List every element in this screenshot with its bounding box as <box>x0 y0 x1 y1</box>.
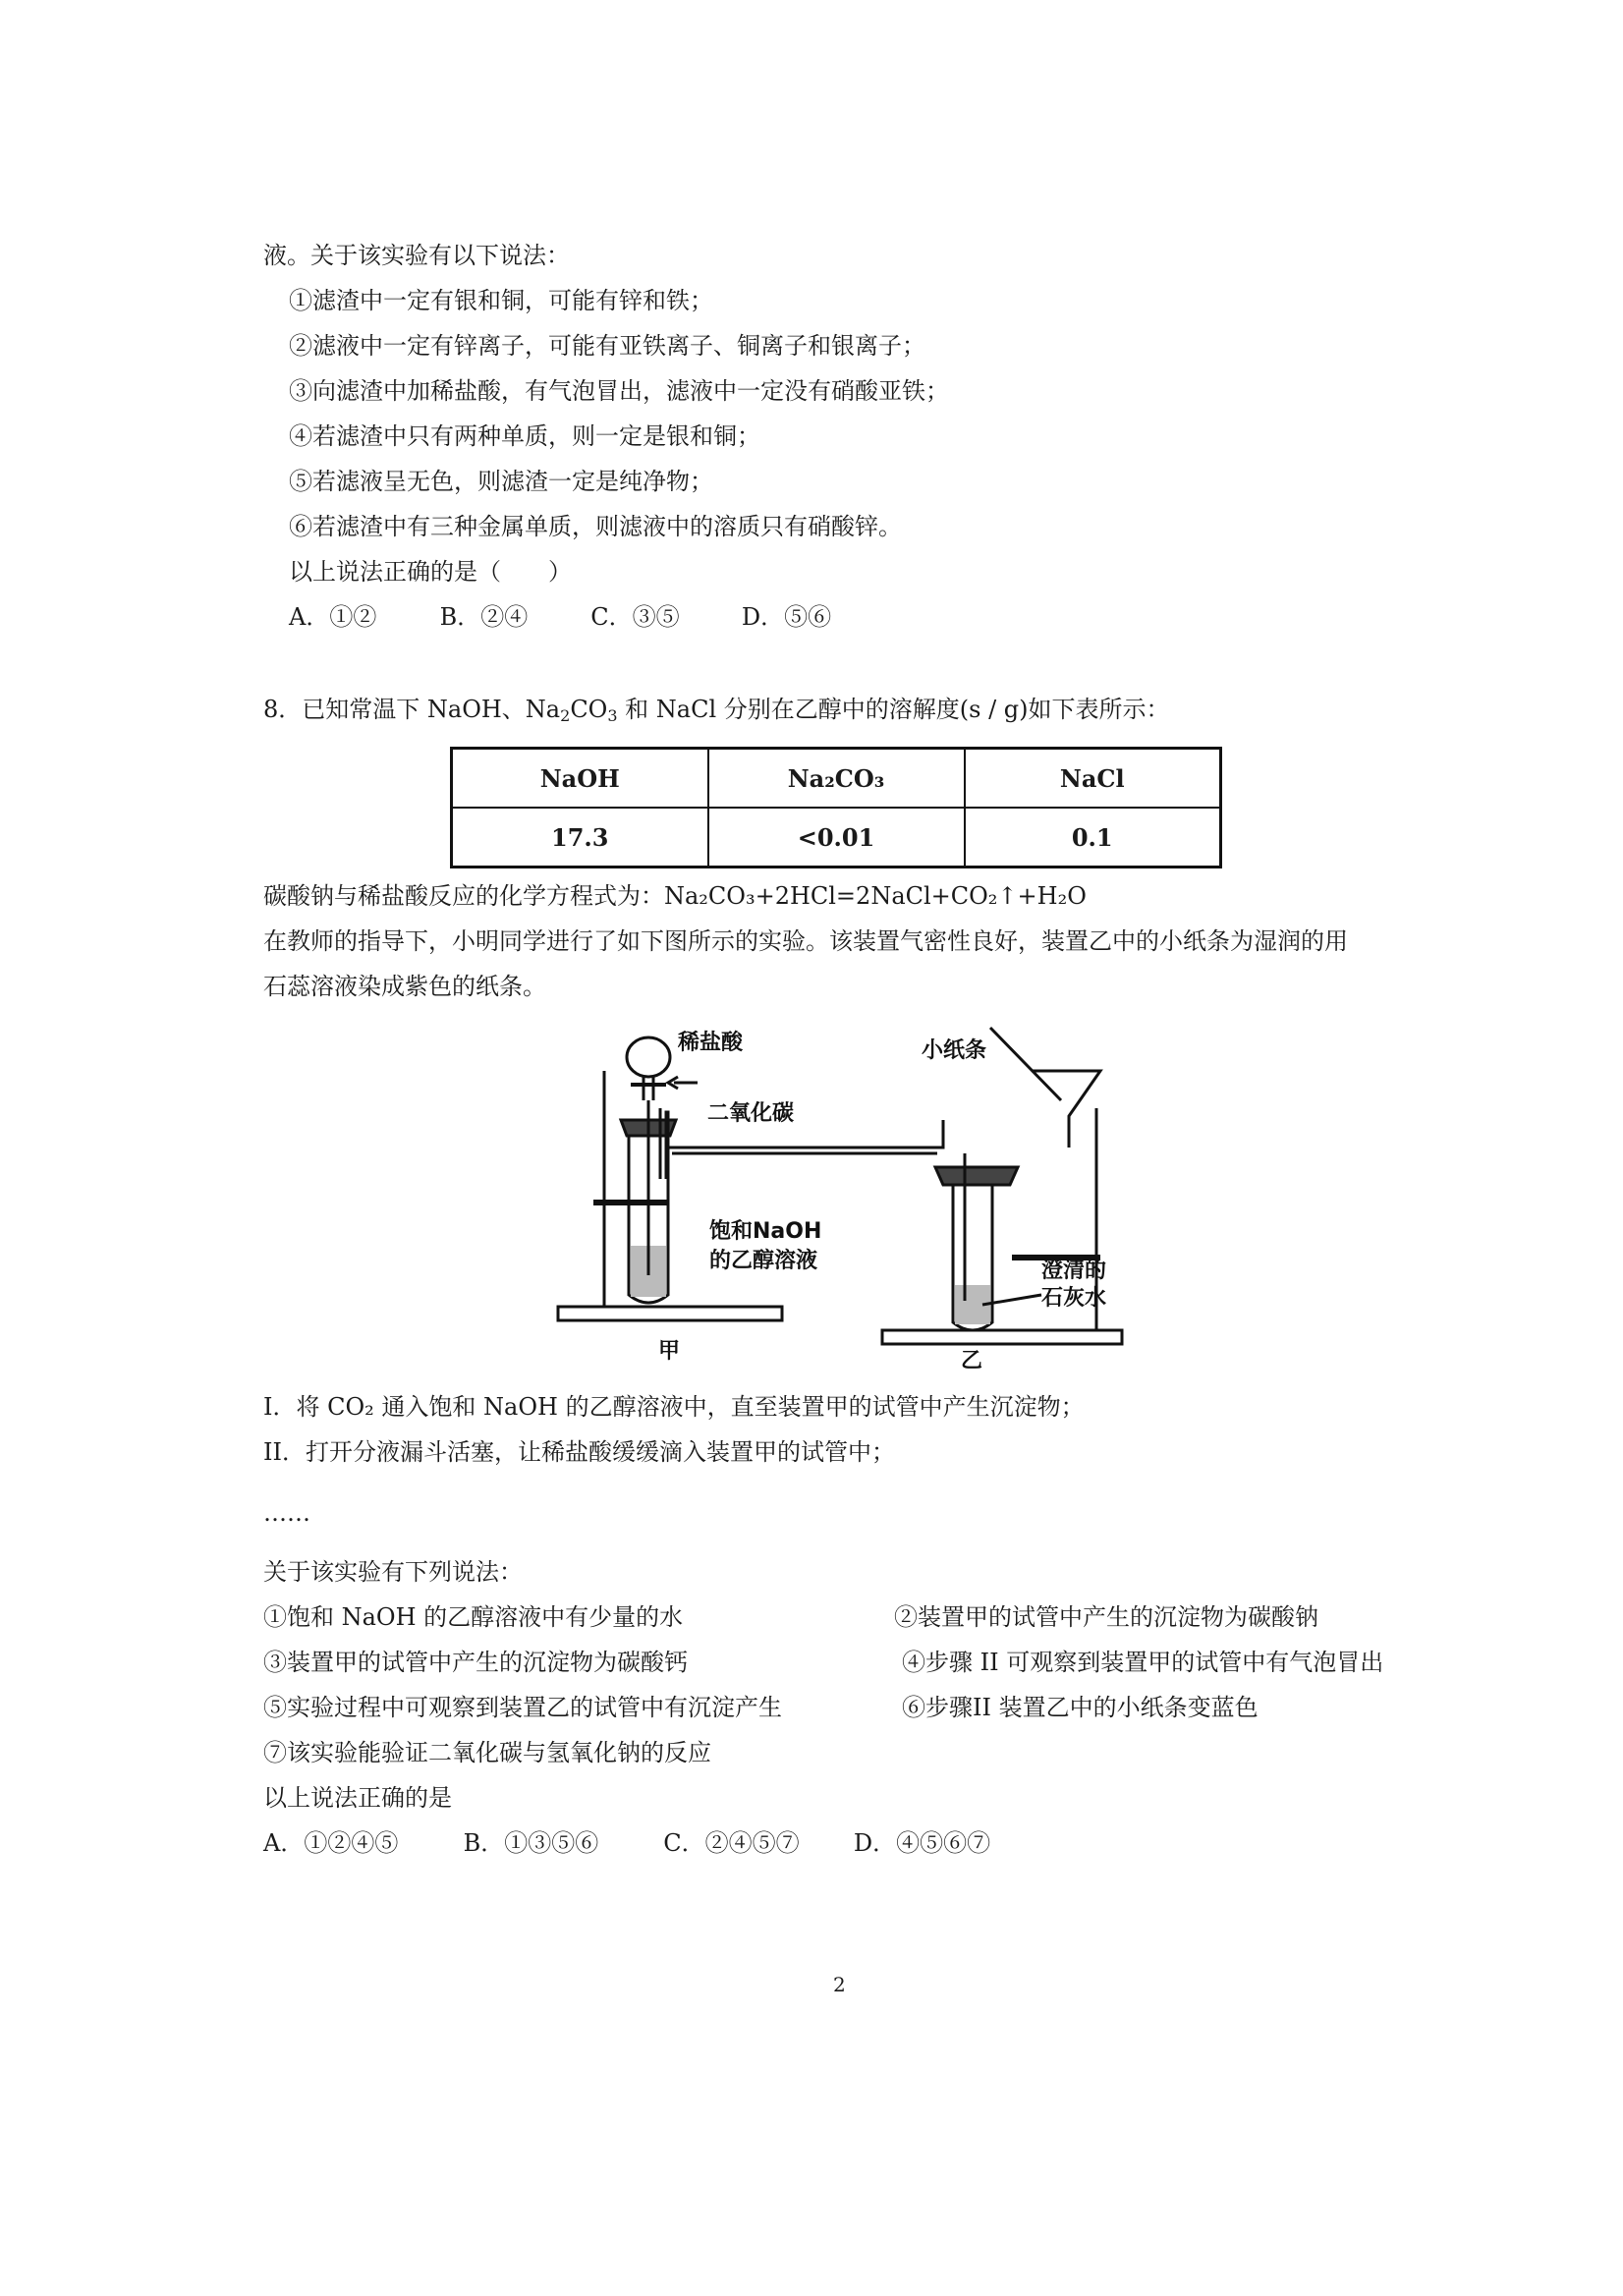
q8-step1: I．将 CO₂ 通入饱和 NaOH 的乙醇溶液中，直至装置甲的试管中产生沉淀物； <box>263 1393 1085 1421</box>
stand-base-yi <box>882 1330 1122 1344</box>
q7-option-d: D．⑤⑥ <box>741 603 832 631</box>
q7-intro: 液。关于该实验有以下说法： <box>263 242 570 269</box>
page-number: 2 <box>833 1973 846 1996</box>
q8-intro: 8．已知常温下 NaOH、$Na_2CO_3$ 和 NaCl 分别在乙醇中的溶解度(s / g)如下表所示： <box>263 696 1170 725</box>
q8-option-b: B．①③⑤⑥ <box>463 1829 599 1857</box>
q7-statement-5: ⑤若滤液呈无色，则滤渣一定是纯净物； <box>289 468 713 495</box>
label-jia: 甲 <box>658 1339 681 1364</box>
q7-prompt: 以上说法正确的是（ ） <box>289 558 572 586</box>
table-header-na2co3: Na₂CO₃ <box>708 749 965 809</box>
q8-desc-line2: 石蕊溶液染成紫色的纸条。 <box>263 973 546 1000</box>
q8-option-c: C．②④⑤⑦ <box>663 1829 800 1857</box>
q7-statement-4: ④若滤渣中只有两种单质，则一定是银和铜； <box>289 422 760 450</box>
table-header-nacl: NaCl <box>965 749 1221 809</box>
q7-statement-6: ⑥若滤渣中有三种金属单质，则滤液中的溶质只有硝酸锌。 <box>289 513 902 540</box>
q7-option-c: C．③⑤ <box>590 603 680 631</box>
q7-statement-1: ①滤渣中一定有银和铜，可能有锌和铁； <box>289 287 713 314</box>
q8-intro2: 关于该实验有下列说法： <box>263 1558 523 1586</box>
table-header-naoh: NaOH <box>452 749 708 809</box>
q8-step2: II．打开分液漏斗活塞，让稀盐酸缓缓滴入装置甲的试管中； <box>263 1438 895 1466</box>
label-naoh-2: 的乙醇溶液 <box>709 1249 818 1273</box>
stopper-yi <box>935 1167 1018 1185</box>
separatory-funnel <box>627 1037 670 1077</box>
q8-statement-6: ⑥步骤II 装置乙中的小纸条变蓝色 <box>902 1694 1259 1721</box>
q7-statement-3: ③向滤渣中加稀盐酸，有气泡冒出，滤液中一定没有硝酸亚铁； <box>289 377 949 405</box>
q8-option-a: A．①②④⑤ <box>263 1829 399 1857</box>
q8-desc-line1: 在教师的指导下，小明同学进行了如下图所示的实验。该装置气密性良好，装置乙中的小纸条为湿润的用 <box>263 927 1348 955</box>
solubility-table <box>450 747 1222 868</box>
apparatus-diagram <box>550 1010 1130 1373</box>
q8-statement-3: ③装置甲的试管中产生的沉淀物为碳酸钙 <box>263 1649 688 1676</box>
table-header-row <box>452 749 1221 809</box>
q8-options <box>263 1827 990 1859</box>
table-value-na2co3: <0.01 <box>708 808 965 868</box>
q8-statement-4: ④步骤 II 可观察到装置甲的试管中有气泡冒出 <box>902 1649 1384 1676</box>
label-yi: 乙 <box>961 1349 983 1373</box>
q7-option-b: B．②④ <box>439 603 529 631</box>
table-value-naoh: 17.3 <box>452 808 708 868</box>
q8-statement-7: ⑦该实验能验证二氧化碳与氢氧化钠的反应 <box>263 1739 711 1766</box>
stand-base-jia <box>558 1307 782 1320</box>
label-naoh-1: 饱和NaOH <box>709 1219 822 1244</box>
paper-strip <box>990 1028 1061 1100</box>
label-lime-2: 石灰水 <box>1041 1286 1107 1311</box>
table-value-nacl: 0.1 <box>965 808 1221 868</box>
q8-prompt: 以上说法正确的是 <box>263 1784 452 1812</box>
label-acid: 稀盐酸 <box>678 1031 744 1055</box>
table-value-row <box>452 808 1221 868</box>
q7-statement-2: ②滤液中一定有锌离子，可能有亚铁离子、铜离子和银离子； <box>289 332 925 360</box>
q8-equation: 碳酸钠与稀盐酸反应的化学方程式为：Na₂CO₃+2HCl=2NaCl+CO₂↑+H₂O <box>263 882 1087 910</box>
label-lime-1: 澄清的 <box>1041 1259 1107 1283</box>
q8-ellipsis: …… <box>263 1499 310 1527</box>
q8-option-d: D．④⑤⑥⑦ <box>853 1829 991 1857</box>
q7-options <box>289 601 831 633</box>
label-paper: 小纸条 <box>922 1038 987 1063</box>
q8-statement-5: ⑤实验过程中可观察到装置乙的试管中有沉淀产生 <box>263 1694 782 1721</box>
q8-statement-1: ①饱和 NaOH 的乙醇溶液中有少量的水 <box>263 1603 684 1631</box>
q7-option-a: A．①② <box>289 603 377 631</box>
q8-statement-2: ②装置甲的试管中产生的沉淀物为碳酸钠 <box>894 1603 1318 1631</box>
label-co2: 二氧化碳 <box>707 1101 795 1126</box>
